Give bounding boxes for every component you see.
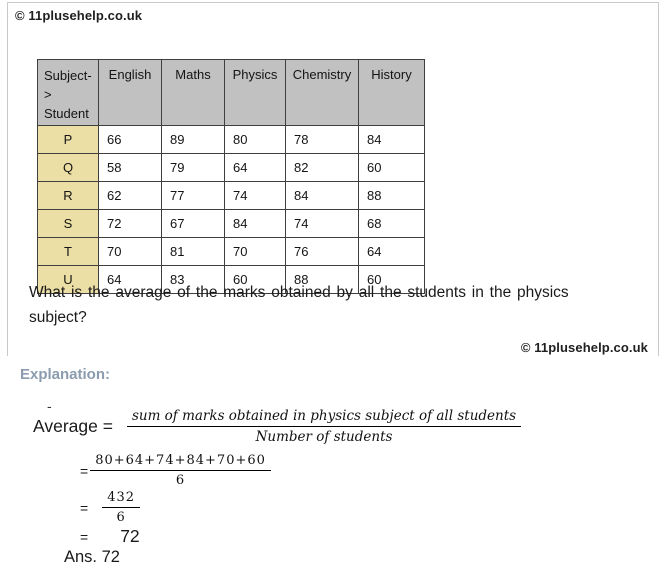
- corner-header-cell: [38, 60, 99, 126]
- mark-cell: 58: [99, 153, 162, 181]
- result-value: 72: [120, 526, 140, 546]
- mark-cell: 64: [359, 237, 425, 265]
- question-text: [29, 280, 629, 330]
- mark-cell: 68: [359, 209, 425, 237]
- column-header-physics: Physics: [225, 60, 286, 126]
- column-header-maths: Maths: [162, 60, 225, 126]
- column-header-chemistry: Chemistry: [286, 60, 359, 126]
- question-line-1: What is the average of the marks obtained by all the students in the physics: [29, 284, 569, 301]
- question-frame: [7, 2, 659, 356]
- mark-cell: 66: [99, 125, 162, 153]
- mark-cell: 74: [225, 181, 286, 209]
- mark-cell: 84: [286, 181, 359, 209]
- mark-cell: 81: [162, 237, 225, 265]
- mark-cell: 88: [286, 265, 359, 293]
- sum-numerator: 80+64+74+84+70+60: [90, 453, 271, 471]
- student-cell: Q: [38, 153, 99, 181]
- stray-dash: -: [47, 398, 52, 414]
- mark-cell: 70: [99, 237, 162, 265]
- corner-label-subject: Subject->: [44, 68, 92, 102]
- student-cell: T: [38, 237, 99, 265]
- mark-cell: 78: [286, 125, 359, 153]
- table-row: [38, 237, 425, 265]
- definition-numerator: sum of marks obtained in physics subject of all students: [127, 408, 521, 427]
- student-cell: S: [38, 209, 99, 237]
- mark-cell: 62: [99, 181, 162, 209]
- student-cell: R: [38, 181, 99, 209]
- mark-cell: 79: [162, 153, 225, 181]
- answer-text: Ans. 72: [64, 548, 120, 566]
- total-step-row: [80, 490, 140, 525]
- table-row: [38, 153, 425, 181]
- table-row: [38, 125, 425, 153]
- definition-fraction: [127, 408, 521, 445]
- copyright-top: © 11plusehelp.co.uk: [15, 8, 143, 23]
- mark-cell: 89: [162, 125, 225, 153]
- table-row: [38, 181, 425, 209]
- column-header-history: History: [359, 60, 425, 126]
- total-numerator: 432: [102, 490, 140, 508]
- sum-step-row: [80, 453, 271, 488]
- mark-cell: 84: [225, 209, 286, 237]
- total-fraction: [102, 490, 140, 525]
- mark-cell: 60: [225, 265, 286, 293]
- mark-cell: 83: [162, 265, 225, 293]
- copyright-mid: © 11plusehelp.co.uk: [520, 340, 648, 355]
- table-header-row: [38, 60, 425, 126]
- equals-sign: =: [80, 528, 89, 545]
- mark-cell: 72: [99, 209, 162, 237]
- sum-fraction: [90, 453, 271, 488]
- definition-denominator: Number of students: [255, 429, 393, 445]
- average-label: Average =: [33, 416, 113, 436]
- mark-cell: 76: [286, 237, 359, 265]
- mark-cell: 70: [225, 237, 286, 265]
- mark-cell: 67: [162, 209, 225, 237]
- mark-cell: 82: [286, 153, 359, 181]
- average-definition-row: [33, 408, 521, 445]
- student-cell: P: [38, 125, 99, 153]
- mark-cell: 77: [162, 181, 225, 209]
- mark-cell: 88: [359, 181, 425, 209]
- column-header-english: English: [99, 60, 162, 126]
- mark-cell: 74: [286, 209, 359, 237]
- mark-cell: 64: [99, 265, 162, 293]
- equals-sign: =: [80, 462, 89, 479]
- mark-cell: 80: [225, 125, 286, 153]
- result-row: [80, 526, 140, 547]
- corner-label-student: Student: [44, 105, 89, 121]
- mark-cell: 60: [359, 265, 425, 293]
- table-row: [38, 209, 425, 237]
- mark-cell: 64: [225, 153, 286, 181]
- sum-denominator: 6: [175, 473, 186, 488]
- total-denominator: 6: [116, 510, 126, 525]
- explanation-label: Explanation:: [20, 366, 111, 383]
- student-cell: U: [38, 265, 99, 293]
- mark-cell: 84: [359, 125, 425, 153]
- question-line-2: subject?: [29, 309, 87, 326]
- equals-sign: =: [80, 499, 89, 516]
- marks-table: [37, 59, 425, 294]
- mark-cell: 60: [359, 153, 425, 181]
